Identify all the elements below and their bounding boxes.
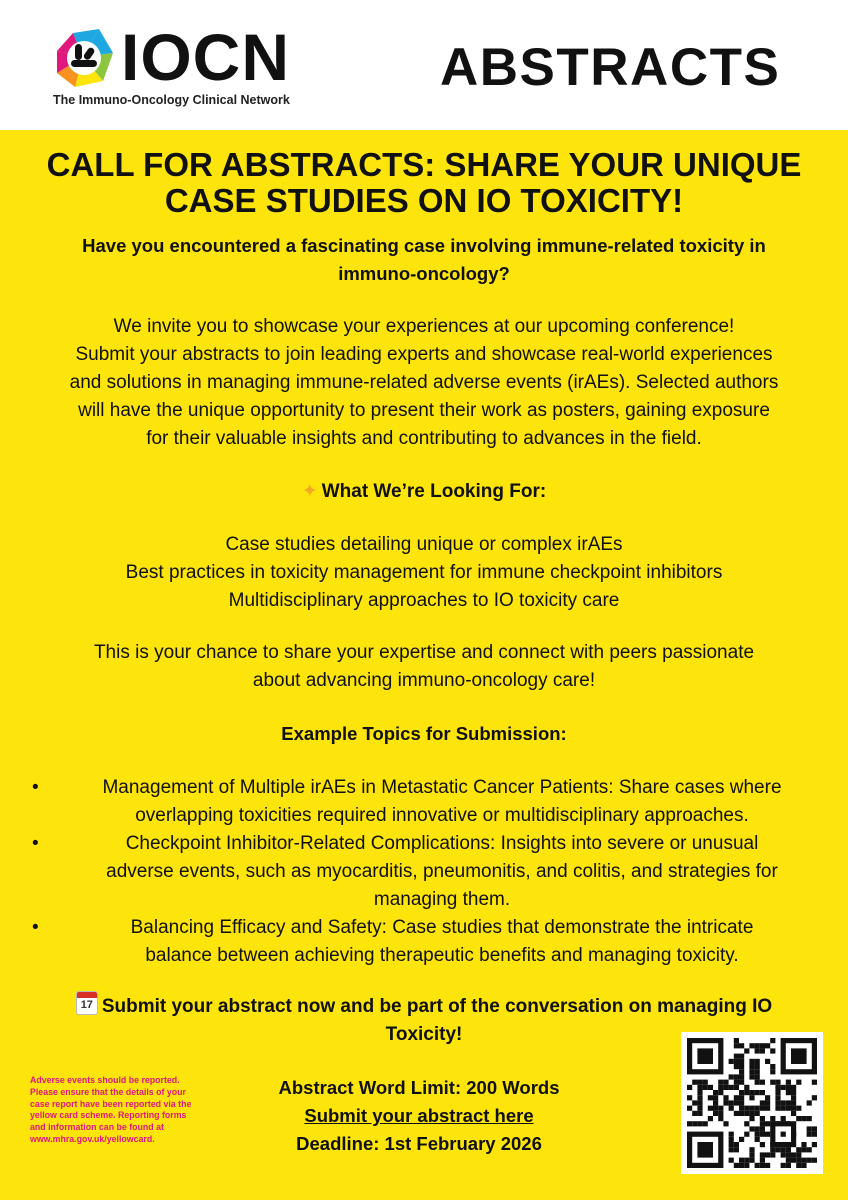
looking-for-item: Best practices in toxicity management for immune checkpoint inhibitors (125, 562, 723, 583)
looking-for-heading-text: What We’re Looking For: (321, 481, 547, 502)
disclaimer-line: Please ensure that the details of your (30, 1086, 186, 1097)
looking-for-item: Multidisciplinary approaches to IO toxicity care (228, 590, 620, 611)
topic-line: Balancing Efficacy and Safety: Case studies that demonstrate the intricate (130, 917, 754, 938)
page-header (0, 0, 848, 130)
paragraph-line: We invite you to showcase your experiences at our upcoming conference! (113, 316, 735, 337)
sparkle-icon: ✦ (301, 481, 318, 502)
cta-text: Submit your abstract now and be part of the conversation on managing IO (101, 996, 773, 1017)
paragraph-line: Submit your abstracts to join leading experts and showcase real-world experiences (75, 344, 773, 365)
disclaimer-line: case report have been reported via the (30, 1098, 192, 1109)
deadline: Deadline: 1st February 2026 (296, 1133, 542, 1154)
paragraph-line: and solutions in managing immune-related adverse events (irAEs). Selected authors (69, 372, 779, 393)
iocn-logo-icon (53, 27, 115, 89)
word-limit: Abstract Word Limit: 200 Words (278, 1077, 560, 1098)
bullet-icon: • (32, 917, 39, 938)
disclaimer-line: and information can be found at (30, 1122, 164, 1133)
cta-line (24, 991, 824, 1021)
page-headline (24, 147, 824, 219)
bullet-icon: • (32, 777, 39, 798)
topic-line: Management of Multiple irAEs in Metastatic Cancer Patients: Share cases where (102, 777, 782, 798)
disclaimer-line: yellow card scheme. Reporting forms (30, 1110, 187, 1121)
logo-wordmark: IOCN (121, 20, 290, 94)
looking-for-item: Case studies detailing unique or complex irAEs (225, 534, 623, 555)
looking-for-list (24, 531, 824, 615)
paragraph-line: about advancing immuno-oncology care! (252, 670, 596, 691)
submit-abstract-link[interactable]: Submit your abstract here (304, 1105, 534, 1126)
topic-line: adverse events, such as myocarditis, pneumonitis, and colitis, and strategies for (106, 861, 778, 882)
paragraph-line: This is your chance to share your expertise and connect with peers passionate (93, 642, 755, 663)
submission-details (236, 1074, 602, 1158)
adverse-events-disclaimer (30, 1075, 230, 1146)
looking-for-heading (24, 478, 824, 506)
paragraph-line: will have the unique opportunity to present their work as posters, gaining exposure (78, 400, 770, 421)
bullet-icon: • (32, 833, 39, 854)
topics-list (32, 774, 828, 970)
question-line: immuno-oncology? (338, 263, 510, 284)
intro-paragraph (24, 313, 824, 453)
topic-line: Checkpoint Inhibitor-Related Complications: Insights into severe or unusual (125, 833, 759, 854)
calendar-icon: 17 (76, 991, 98, 1015)
disclaimer-line[interactable]: www.mhra.gov.uk/yellowcard. (30, 1133, 155, 1144)
topic-line: managing them. (373, 889, 511, 910)
section-title: ABSTRACTS (440, 38, 781, 97)
topic-line: balance between achieving therapeutic benefits and managing toxicity. (145, 945, 739, 966)
question-line: Have you encountered a fascinating case involving immune-related toxicity in (82, 235, 766, 256)
example-topics-heading: Example Topics for Submission: (281, 723, 567, 744)
cta-line: Toxicity! (385, 1024, 463, 1045)
chance-paragraph (24, 639, 824, 695)
paragraph-line: for their valuable insights and contributing to advances in the field. (146, 428, 702, 449)
list-item (32, 830, 828, 914)
disclaimer-line: Adverse events should be reported. (30, 1075, 180, 1085)
intro-question (24, 232, 824, 288)
qr-code[interactable] (681, 1032, 823, 1174)
logo-tagline: The Immuno-Oncology Clinical Network (53, 93, 290, 107)
topic-line: overlapping toxicities required innovative or multidisciplinary approaches. (135, 805, 749, 826)
qr-code-icon (681, 1032, 823, 1174)
list-item (32, 914, 828, 970)
headline-line: CALL FOR ABSTRACTS: SHARE YOUR UNIQUE (46, 146, 802, 183)
headline-line: CASE STUDIES ON IO TOXICITY! (164, 182, 684, 219)
list-item (32, 774, 828, 830)
